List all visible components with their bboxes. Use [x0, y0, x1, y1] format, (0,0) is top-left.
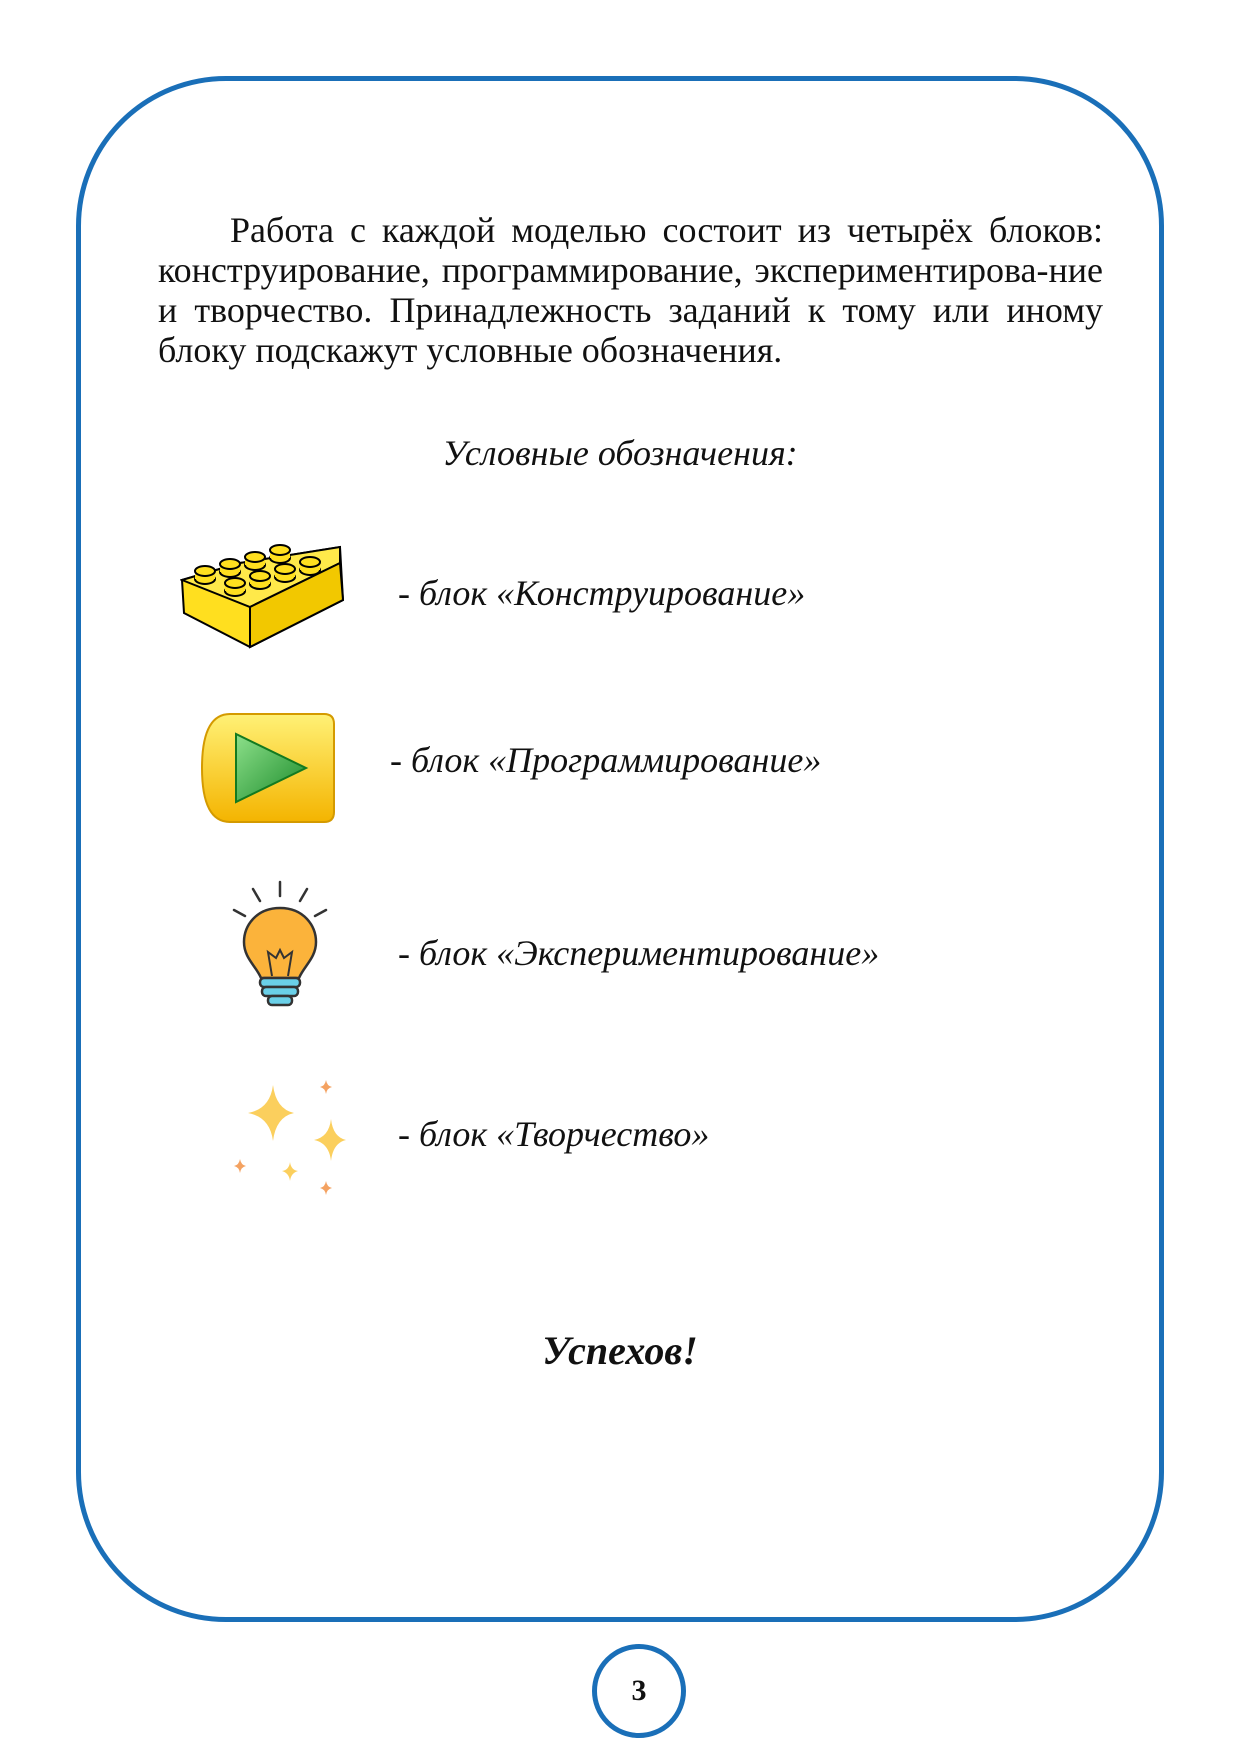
lego-brick-icon — [180, 535, 345, 653]
lightbulb-icon — [228, 880, 333, 1015]
legend-label-experimentation: - блок «Экспериментирование» — [398, 933, 880, 973]
page-number — [592, 1644, 686, 1738]
legend-label-programming: - блок «Программирование» — [390, 740, 822, 780]
legend-title: Условные обозначения: — [442, 433, 798, 473]
page-number-text: 3 — [631, 1674, 647, 1707]
closing-text: Успехов! — [542, 1328, 698, 1373]
sparkles-icon — [228, 1075, 358, 1205]
legend-label-creativity: - блок «Творчество» — [398, 1114, 710, 1154]
legend-label-construction: - блок «Конструирование» — [398, 573, 806, 613]
intro-paragraph: Работа с каждой моделью состоит из четырёх блоков: конструирование, программирование, экспериментирова-ние и творчество. Принадлежность заданий к тому или иному блоку подскажут условные обозначения. — [158, 210, 1103, 370]
play-block-icon — [200, 712, 336, 826]
